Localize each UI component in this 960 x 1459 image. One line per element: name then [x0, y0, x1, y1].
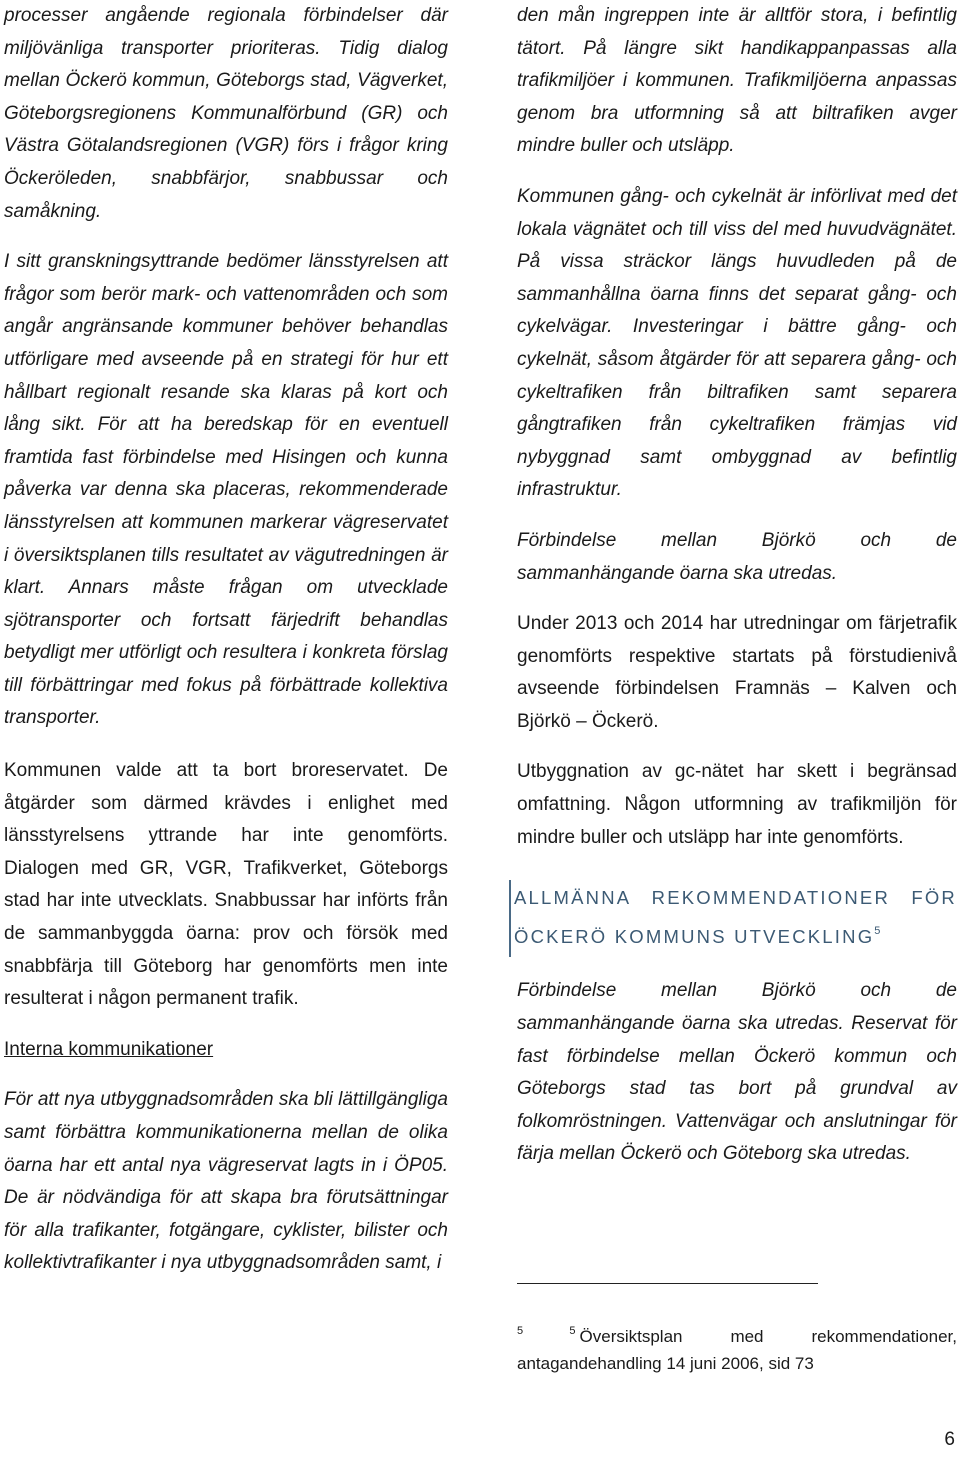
studies-paragraph: Under 2013 och 2014 har utredningar om färjetrafik genomförts respektive startats på förstudienivå avseende förbindelsen Framnäs – Kalven och Björkö – Öckerö. — [517, 613, 957, 732]
footnote-marks: 5 5 — [517, 1325, 576, 1337]
review-paragraph: I sitt granskningsyttrande bedömer länsstyrelsen att frågor som berör mark- och vattenområden och som angår angränsande kommuner behöver behandlas utförligare med avseende på en strategi för hur ett hållbart regionalt resande ska klaras på kort och lång sikt. För att ha beredskap för en eventuell framtida fast förbindelse med Hisingen och kunna påverka var denna ska placeras, rekommenderade länsstyrelsen att kommunen markerar vägreservatet i översiktsplanen tills resultatet av vägutredningen är klart. Annars måste frågan om utvecklade sjötransporter och fortsatt färjedrift behandlas betydligt mer utförligt och resultera i konkreta förslag till förbättringar med fokus på förbättrade kollektiva transporter. — [4, 251, 448, 729]
right-column — [514, 0, 957, 1377]
cycle-network-paragraph: Kommunen gång- och cykelnät är införlivat med det lokala vägnätet och till viss del med huvudvägnätet. På vissa sträckor längs huvudleden på de sammanhållna öarna finns det separat gång- och cykelvägar. Investeringar i bättre gång- och cykelnät, såsom åtgärder för att separera gång- och cykeltrafiken från biltrafiken samt separera gångtrafiken från cykeltrafiken främjas vid nybyggnad samt ombyggnad av befintlig infrastruktur. — [517, 185, 957, 501]
recommendation-paragraph: Förbindelse mellan Björkö och de sammanhängande öarna ska utredas. Reservat för fast förbindelse mellan Öckerö kommun och Göteborgs stad tas bort på grundval av folkomröstningen. Vattenvägar och anslutningar för färja mellan Öckerö och Göteborg ska utredas. — [517, 980, 957, 1165]
outcome-paragraph: Kommunen valde att ta bort broreservatet. De åtgärder som därmed krävdes i enlighet med länsstyrelsens yttrande har inte genomförts. Dialogen med GR, VGR, Trafikverket, Göteborgs stad har inte utvecklats. Snabbussar har införts från de sammanbyggda öarna: prov och försök med snabbfärja till Göteborg har genomförts men inte resulterat i någon permanent trafik. — [4, 760, 448, 1010]
footnote-separator — [517, 1283, 818, 1284]
subheading-internal-communications: Interna kommunikationer — [4, 1038, 214, 1060]
continued-paragraph: den mån ingreppen inte är alltför stora, i befintlig tätort. På längre sikt handikappanpassas alla trafikmiljöer i kommunen. Trafikmiljöerna anpassas genom bra utformning så att biltrafiken avger mindre buller och utsläpp. — [517, 5, 957, 157]
section-heading-text: ALLMÄNNA REKOMMENDATIONER FÖR ÖCKERÖ KOMMUNS UTVECKLING — [514, 887, 957, 947]
page-number: 6 — [944, 1429, 955, 1450]
footnote — [517, 1318, 957, 1377]
bjorko-paragraph: Förbindelse mellan Björkö och de sammanhängande öarna ska utredas. — [517, 529, 957, 584]
expansion-paragraph: Utbyggnation av gc-nätet har skett i begränsad omfattning. Någon utformning av trafikmiljön för mindre buller och utsläpp har inte genomförts. — [517, 761, 957, 848]
left-column — [4, 0, 448, 1280]
footnote-text: Översiktsplan med rekommendationer, antagandehandling 14 juni 2006, sid 73 — [517, 1327, 957, 1373]
section-heading — [509, 880, 957, 957]
heading-footnote-mark: 5 — [874, 924, 881, 937]
internal-communications-paragraph: För att nya utbyggnadsområden ska bli lättillgängliga samt förbättra kommunikationerna mellan de olika öarna har ett antal nya vägreservat lagts in i ÖP05. De är nödvändiga för att skapa bra förutsättningar för alla trafikanter, fotgängare, cyklister, bilister och kollektivtrafikanter i nya utbyggnadsområden samt, i — [4, 1089, 448, 1274]
intro-paragraph: processer angående regionala förbindelser där miljövänliga transporter prioriteras. Tidig dialog mellan Öckerö kommun, Göteborgs stad, Vägverket, Göteborgsregionens Kommunalförbund (GR) och Västra Götalandsregionen (VGR) förs i frågor kring Öckeröleden, snabbfärjor, snabbussar och samåkning. — [4, 5, 448, 222]
